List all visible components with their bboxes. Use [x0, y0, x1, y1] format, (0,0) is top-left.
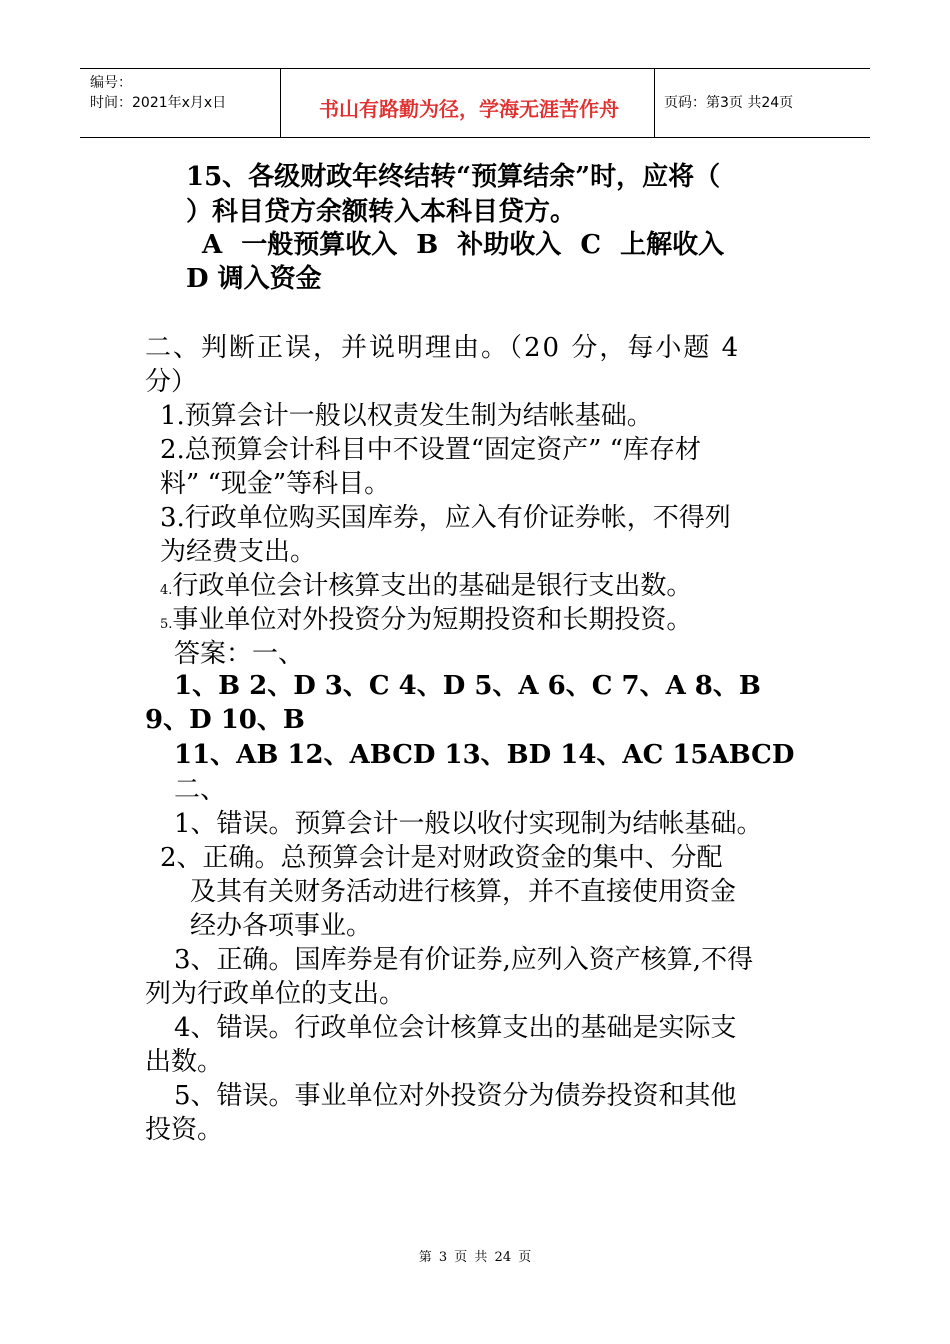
answer-4-line-2: 出数。	[145, 1047, 224, 1077]
judgement-3-line-2: 为经费支出。	[160, 537, 317, 567]
question-15-options: A 一般预算收入 B 补助收入 C 上解收入	[202, 230, 725, 260]
answer-title: 答案：一、	[174, 639, 305, 669]
section-2-title-line-1: 二、判断正误，并说明理由。（20 分，每小题 4	[145, 333, 741, 363]
answer-line-1: 1、B 2、D 3、C 4、D 5、A 6、C 7、A 8、B	[174, 671, 761, 701]
judgement-1: 1.预算会计一般以权责发生制为结帐基础。	[160, 401, 653, 431]
answer-3-line-2: 列为行政单位的支出。	[145, 979, 406, 1009]
header-page-info: 页码：第3页 共24页	[664, 95, 794, 111]
header-number-label: 编号：	[90, 75, 132, 91]
judgement-5-number: 5.	[160, 617, 173, 632]
header-meta	[90, 73, 226, 113]
judgement-2-line-1: 2.总预算会计科目中不设置“固定资产” “库存材	[160, 435, 701, 465]
answer-2-line-2: 及其有关财务活动进行核算，并不直接使用资金	[190, 877, 737, 907]
answer-5-line-1: 5、错误。事业单位对外投资分为债券投资和其他	[174, 1081, 737, 1111]
judgement-4-text: 行政单位会计核算支出的基础是银行支出数。	[172, 571, 693, 601]
header-time-label: 时间：2021年x月x日	[90, 95, 227, 111]
judgement-5-text: 事业单位对外投资分为短期投资和长期投资。	[172, 605, 693, 635]
page-footer: 第 3 页 共 24 页	[418, 1250, 532, 1265]
judgement-4-number: 4.	[160, 583, 173, 598]
judgement-3-line-1: 3.行政单位购买国库券，应入有价证券帐，不得列	[160, 503, 731, 533]
answer-4-line-1: 4、错误。行政单位会计核算支出的基础是实际支	[174, 1013, 737, 1043]
answer-section-2: 二、	[174, 775, 227, 805]
judgement-2-line-2: 料” “现金”等科目。	[160, 469, 391, 499]
answer-line-2: 9、D 10、B	[145, 705, 305, 735]
answer-2-line-3: 经办各项事业。	[190, 911, 373, 941]
question-15-option-d: D 调入资金	[186, 264, 322, 294]
answer-3-line-1: 3、正确。国库券是有价证券,应列入资产核算,不得	[174, 945, 754, 975]
section-2-title-line-2: 分）	[145, 367, 198, 397]
page-header	[80, 68, 870, 138]
answer-2-line-1: 2、正确。总预算会计是对财政资金的集中、分配	[160, 843, 723, 873]
header-motto: 书山有路勤为径，学海无涯苦作舟	[319, 97, 619, 121]
answer-5-line-2: 投资。	[145, 1115, 224, 1145]
question-15-line-2: ）科目贷方余额转入本科目贷方。	[186, 197, 577, 227]
header-divider	[280, 69, 281, 137]
question-15-line-1: 15、各级财政年终结转“预算结余”时，应将（	[186, 162, 721, 192]
answer-1: 1、错误。预算会计一般以收付实现制为结帐基础。	[174, 809, 763, 839]
answer-line-3: 11、AB 12、ABCD 13、BD 14、AC 15ABCD	[174, 740, 795, 770]
